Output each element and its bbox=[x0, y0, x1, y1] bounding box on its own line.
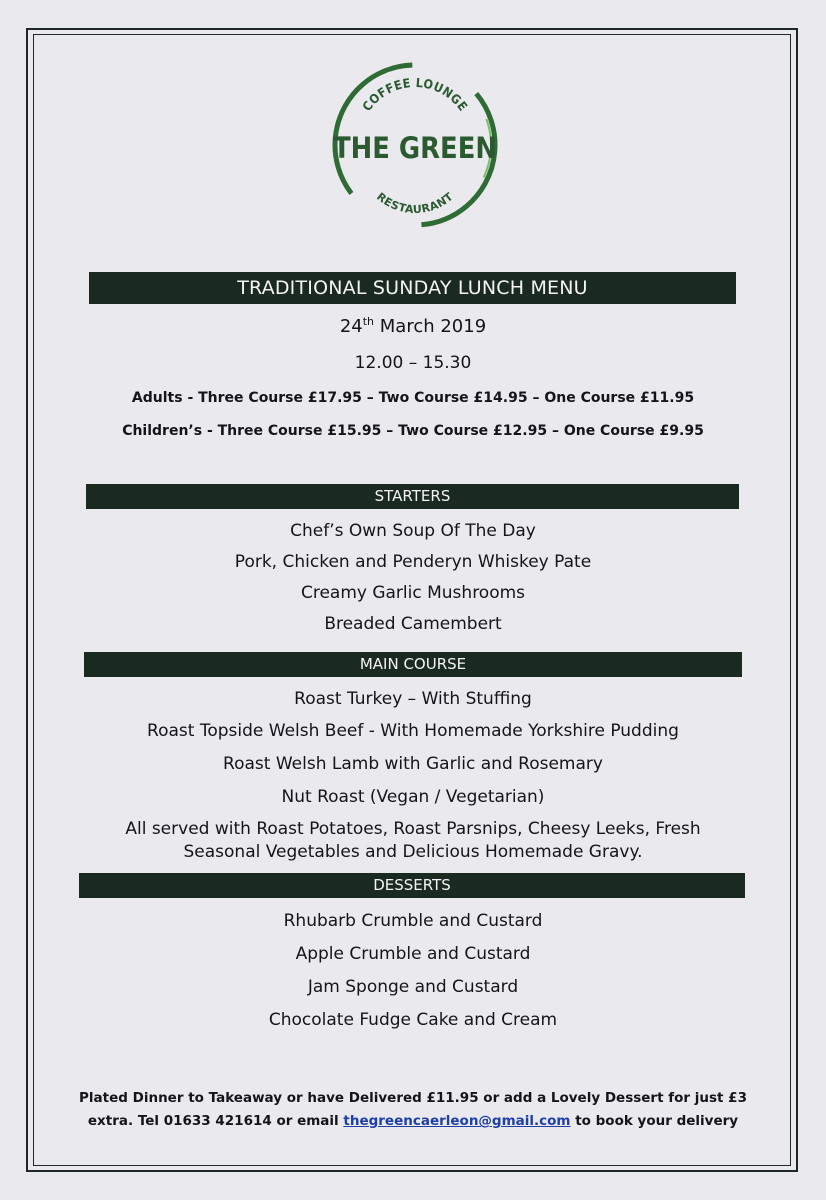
menu-item: Breaded Camembert bbox=[324, 614, 502, 634]
children-prices: Children’s - Three Course £15.95 – Two Course £12.95 – One Course £9.95 bbox=[122, 423, 704, 439]
main-course-note-line-2: Seasonal Vegetables and Delicious Homemade Gravy. bbox=[183, 842, 643, 862]
menu-date bbox=[60, 315, 766, 337]
starters-heading-band bbox=[86, 484, 739, 509]
menu-item: Nut Roast (Vegan / Vegetarian) bbox=[281, 787, 545, 807]
menu-item: Rhubarb Crumble and Custard bbox=[283, 911, 543, 931]
menu-item: Creamy Garlic Mushrooms bbox=[300, 583, 526, 603]
desserts-heading-band bbox=[79, 873, 745, 898]
logo-name: THE GREEN bbox=[333, 131, 497, 165]
contact-tail-text: to book your delivery bbox=[570, 1113, 739, 1129]
svg-text:COFFEE LOUNGE bbox=[359, 75, 471, 114]
menu-item: Roast Turkey – With Stuffing bbox=[294, 689, 532, 709]
menu-item: Chef’s Own Soup Of The Day bbox=[290, 521, 536, 541]
main-course-heading-band bbox=[84, 652, 742, 677]
menu-title-band bbox=[89, 272, 736, 304]
main-course-heading: MAIN COURSE bbox=[359, 655, 467, 673]
starters-heading: STARTERS bbox=[374, 487, 451, 505]
menu-item: Jam Sponge and Custard bbox=[307, 977, 519, 997]
menu-item: Chocolate Fudge Cake and Cream bbox=[268, 1010, 558, 1030]
svg-text:RESTAURANT bbox=[374, 190, 456, 216]
menu-item: Roast Topside Welsh Beef - With Homemade Yorkshire Pudding bbox=[147, 721, 679, 741]
contact-phone-text: extra. Tel 01633 421614 or email bbox=[87, 1113, 344, 1129]
date-day: 24 bbox=[339, 316, 363, 337]
delivery-offer-line: Plated Dinner to Takeaway or have Delivered £11.95 or add a Lovely Dessert for just £3 bbox=[79, 1090, 747, 1106]
menu-item: Roast Welsh Lamb with Garlic and Rosemary bbox=[223, 754, 603, 774]
logo-bottom-text: RESTAURANT bbox=[374, 190, 456, 217]
date-suffix: th bbox=[362, 315, 375, 328]
adult-prices: Adults - Three Course £17.95 – Two Course £14.95 – One Course £11.95 bbox=[131, 390, 695, 406]
menu-title: TRADITIONAL SUNDAY LUNCH MENU bbox=[237, 277, 588, 299]
date-rest: March 2019 bbox=[374, 316, 487, 337]
logo-top-text: COFFEE LOUNGE bbox=[359, 74, 471, 114]
the-green-logo bbox=[330, 60, 500, 230]
logo-emblem bbox=[330, 60, 500, 230]
menu-item: Pork, Chicken and Penderyn Whiskey Pate bbox=[234, 552, 592, 572]
service-time: 12.00 – 15.30 bbox=[354, 353, 472, 373]
menu-item: Apple Crumble and Custard bbox=[295, 944, 531, 964]
main-course-note-line-1: All served with Roast Potatoes, Roast Parsnips, Cheesy Leeks, Fresh bbox=[125, 819, 701, 839]
email-link[interactable]: thegreencaerleon@gmail.com bbox=[343, 1113, 571, 1129]
desserts-heading: DESSERTS bbox=[373, 876, 451, 894]
contact-line bbox=[60, 1113, 766, 1129]
